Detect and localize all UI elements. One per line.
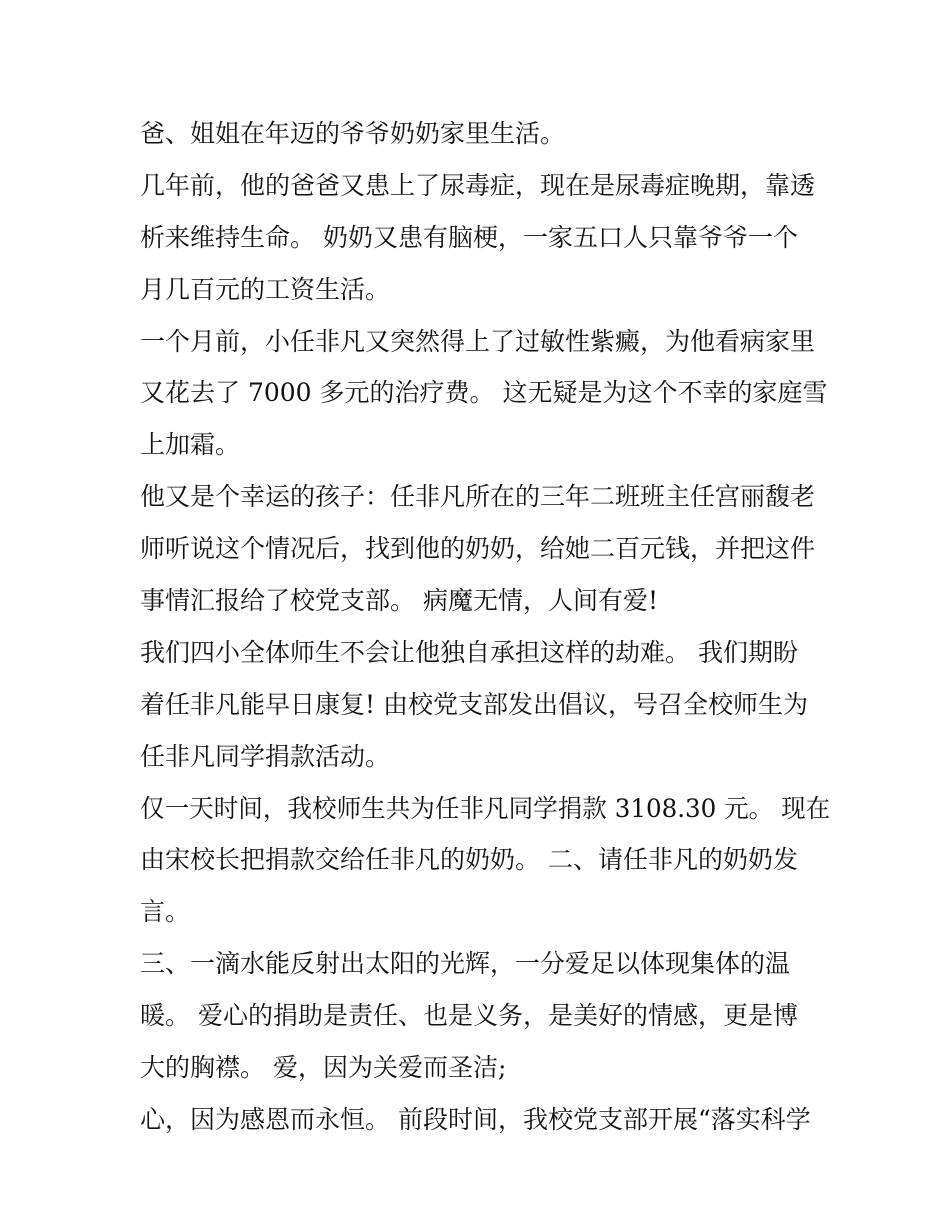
text-line: 又花去了 7000 多元的治疗费。 这无疑是为这个不幸的家庭雪: [140, 378, 828, 408]
body-text: [140, 108, 830, 1146]
text-line: 仅一天时间，我校师生共为任非凡同学捐款 3108.30 元。 现在: [140, 793, 831, 823]
text-line: 一个月前，小任非凡又突然得上了过敏性紫癜，为他看病家里: [140, 326, 816, 356]
text-line: 任非凡同学捐款活动。: [140, 741, 391, 771]
text-line: 三、一滴水能反射出太阳的光辉，一分爱足以体现集体的温: [140, 949, 791, 979]
text-line: 大的胸襟。 爱，因为关爱而圣洁;: [140, 1053, 507, 1083]
text-line: 爸、姐姐在年迈的爷爷奶奶家里生活。: [140, 119, 566, 148]
text-line: 心，因为感恩而永恒。 前段时间，我校党支部开展“落实科学: [140, 1104, 811, 1134]
text-line: 上加霜。: [140, 430, 241, 460]
text-line: 月几百元的工资生活。: [140, 274, 391, 304]
text-line: 暖。 爱心的捐助是责任、也是义务，是美好的情感，更是博: [140, 1001, 798, 1031]
text-line: 析来维持生命。 奶奶又患有脑梗，一家五口人只靠爷爷一个: [140, 222, 798, 252]
text-line: 由宋校长把捐款交给任非凡的奶奶。 二、请任非凡的奶奶发: [140, 845, 798, 875]
text-line: 他又是个幸运的孩子：任非凡所在的三年二班班主任宫丽馥老: [140, 482, 816, 512]
text-line: 事情汇报给了校党支部。 病魔无情，人间有爱!: [140, 586, 658, 616]
text-line: 几年前，他的爸爸又患上了尿毒症，现在是尿毒症晚期，靠透: [140, 170, 816, 200]
text-line: 着任非凡能早日康复! 由校党支部发出倡议，号召全校师生为: [140, 689, 808, 719]
text-line: 师听说这个情况后，找到他的奶奶，给她二百元钱，并把这件: [140, 534, 816, 564]
text-line: 言。: [140, 897, 191, 927]
text-line: 我们四小全体师生不会让他独自承担这样的劫难。 我们期盼: [140, 637, 798, 667]
